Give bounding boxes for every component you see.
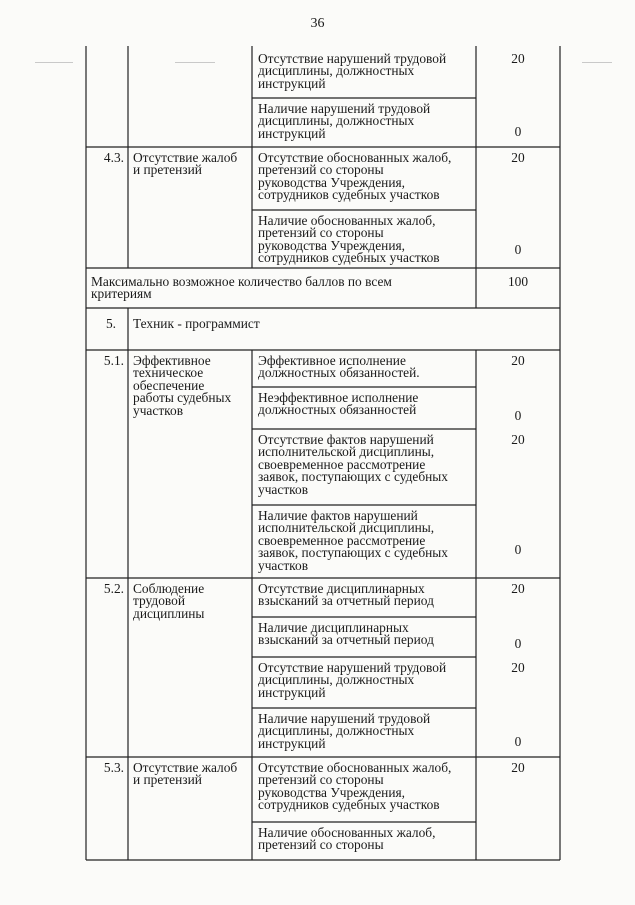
score-cell: 20 — [511, 432, 525, 447]
indicator-cell: Отсутствие жалоб и претензий — [133, 760, 238, 788]
item-number: 5.2. — [103, 581, 124, 596]
criterion-cell: Отсутствие нарушений трудовой дисциплины, должностных инструкций — [258, 51, 447, 91]
scan-artifact — [175, 62, 215, 63]
criterion-cell: Наличие обоснованных жалоб, претензий со стороны руководства Учреждения, сотрудников судебных участков — [258, 213, 440, 266]
criterion-cell: Наличие дисциплинарных взысканий за отчетный период — [258, 620, 434, 648]
score-cell: 20 — [511, 760, 525, 775]
page-number: 36 — [310, 16, 325, 31]
criterion-cell: Отсутствие обоснованных жалоб, претензий со стороны руководства Учреждения, сотрудников судебных участков — [258, 150, 452, 203]
item-number: 5.1. — [103, 353, 124, 368]
score-cell: 20 — [511, 581, 525, 596]
criterion-cell: Отсутствие обоснованных жалоб, претензий со стороны руководства Учреждения, сотрудников судебных участков — [258, 760, 452, 813]
section-number: 5. — [105, 316, 116, 331]
section-title: Техник - программист — [133, 316, 260, 331]
score-cell: 20 — [511, 51, 525, 66]
criterion-cell: Наличие нарушений трудовой дисциплины, должностных инструкций — [258, 711, 431, 751]
criterion-cell: Эффективное исполнение должностных обязанностей. — [258, 353, 420, 381]
score-cell: 0 — [514, 734, 522, 749]
item-number: 4.3. — [103, 150, 124, 165]
item-number: 5.3. — [103, 760, 124, 775]
criterion-cell: Отсутствие дисциплинарных взысканий за отчетный период — [258, 581, 434, 609]
score-cell: 20 — [511, 353, 525, 368]
indicator-cell: Соблюдение трудовой дисциплины — [133, 581, 205, 621]
indicator-cell: Эффективное техническое обеспечение работы судебных участков — [133, 353, 232, 418]
score-cell: 0 — [514, 242, 522, 257]
score-cell: 0 — [514, 636, 522, 651]
criterion-cell: Наличие нарушений трудовой дисциплины, должностных инструкций — [258, 101, 431, 141]
score-cell: 0 — [514, 408, 522, 423]
criterion-cell: Отсутствие нарушений трудовой дисциплины, должностных инструкций — [258, 660, 447, 700]
score-cell: 0 — [514, 542, 522, 557]
max-score-label: Максимально возможное количество баллов по всем критериям — [91, 274, 392, 302]
criterion-cell: Отсутствие фактов нарушений исполнительской дисциплины, своевременное рассмотрение заявок, поступающих с судебных участков — [258, 432, 448, 497]
criterion-cell: Наличие обоснованных жалоб, претензий со стороны — [258, 825, 436, 853]
criterion-cell: Неэффективное исполнение должностных обязанностей — [258, 390, 419, 418]
score-cell: 20 — [511, 150, 525, 165]
score-cell: 20 — [511, 660, 525, 675]
max-score-value: 100 — [507, 274, 529, 289]
indicator-cell: Отсутствие жалоб и претензий — [133, 150, 238, 178]
scan-artifact — [582, 62, 612, 63]
criterion-cell: Наличие фактов нарушений исполнительской дисциплины, своевременное рассмотрение заявок, поступающих с судебных участков — [258, 508, 448, 573]
score-cell: 0 — [514, 124, 522, 139]
scan-artifact — [35, 62, 73, 63]
